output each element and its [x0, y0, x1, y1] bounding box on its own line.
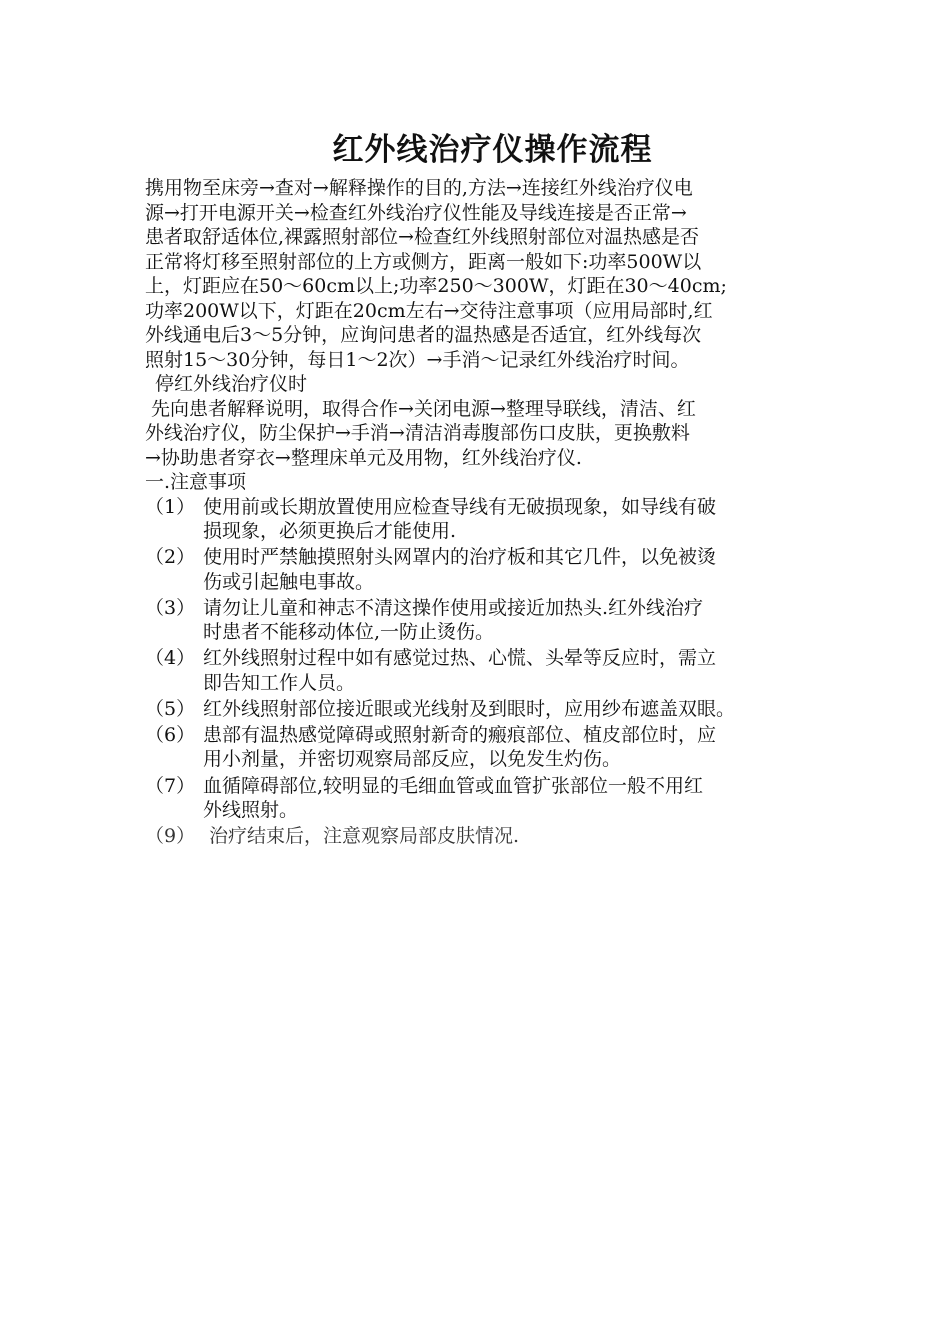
note-text: 外线照射。 — [203, 799, 299, 822]
note-number: （9） — [145, 825, 196, 848]
note-number: （2） — [145, 546, 196, 569]
note-text: 患部有温热感觉障碍或照射新奇的瘢痕部位、植皮部位时，应 — [203, 723, 717, 746]
note-text: 使用时严禁触摸照射头网罩内的治疗板和其它几件，以免被烫 — [203, 546, 717, 569]
note-item — [145, 646, 820, 695]
procedure-line: 源→打开电源开关→检查红外线治疗仪性能及导线连接是否正常→ — [145, 201, 687, 224]
note-number: （3） — [145, 596, 196, 619]
note-number: （4） — [145, 647, 196, 670]
note-text: 血循障碍部位,较明显的毛细血管或血管扩张部位一般不用红 — [203, 774, 704, 797]
procedure-line: 正常将灯移至照射部位的上方或侧方，距离一般如下:功率500W以 — [145, 250, 702, 273]
note-text: 即告知工作人员。 — [203, 671, 356, 694]
note-item — [145, 697, 820, 722]
note-item — [145, 495, 820, 544]
procedure-line: 上，灯距应在50～60cm以上;功率250～300W，灯距在30～40cm; — [145, 275, 727, 297]
procedure-line: 患者取舒适体位,裸露照射部位→检查红外线照射部位对温热感是否 — [145, 226, 699, 248]
notes-heading: 一.注意事项 — [145, 471, 247, 493]
stop-heading: 停红外线治疗仪时 — [155, 373, 308, 395]
note-text: 使用前或长期放置使用应检查导线有无破损现象，如导线有破 — [203, 495, 717, 518]
note-number: （7） — [145, 774, 196, 797]
procedure-line: 照射15～30分钟，每日1～2次）→手消～记录红外线治疗时间。 — [145, 348, 690, 371]
document-page — [145, 128, 820, 850]
page-title: 红外线治疗仪操作流程 — [332, 132, 653, 168]
note-text: 红外线照射过程中如有感觉过热、心慌、头晕等反应时，需立 — [203, 647, 717, 670]
note-item — [145, 774, 820, 823]
note-item — [145, 596, 820, 645]
stop-paragraph — [145, 397, 820, 471]
note-text: 治疗结束后，注意观察局部皮肤情况. — [203, 825, 520, 848]
note-text: 时患者不能移动体位,一防止烫伤。 — [203, 621, 495, 644]
procedure-paragraph — [145, 176, 820, 372]
procedure-line: 外线通电后3～5分钟，应询问患者的温热感是否适宜，红外线每次 — [145, 324, 702, 346]
stop-line: 先向患者解释说明，取得合作→关闭电源→整理导联线，清洁、红 — [145, 397, 696, 420]
note-number: （6） — [145, 723, 196, 746]
note-text: 红外线照射部位接近眼或光线射及到眼时，应用纱布遮盖双眼。 — [203, 697, 736, 720]
procedure-line: 携用物至床旁→查对→解释操作的目的,方法→连接红外线治疗仪电 — [145, 177, 693, 199]
procedure-line: 功率200W以下，灯距在20cm左右→交待注意事项（应用局部时,红 — [145, 299, 713, 322]
note-number: （5） — [145, 697, 196, 720]
note-item — [145, 824, 820, 849]
note-item — [145, 723, 820, 772]
note-text: 请勿让儿童和神志不清这操作使用或接近加热头.红外线治疗 — [203, 596, 704, 619]
note-item — [145, 545, 820, 594]
note-text: 用小剂量，并密切观察局部反应，以免发生灼伤。 — [203, 748, 622, 771]
note-text: 伤或引起触电事故。 — [203, 570, 375, 593]
note-number: （1） — [145, 495, 196, 518]
stop-line: 外线治疗仪，防尘保护→手消→清洁消毒腹部伤口皮肤，更换敷料 — [145, 422, 690, 444]
stop-line: →协助患者穿衣→整理床单元及用物，红外线治疗仪. — [145, 446, 582, 469]
note-text: 损现象，必须更换后才能使用. — [203, 520, 457, 542]
